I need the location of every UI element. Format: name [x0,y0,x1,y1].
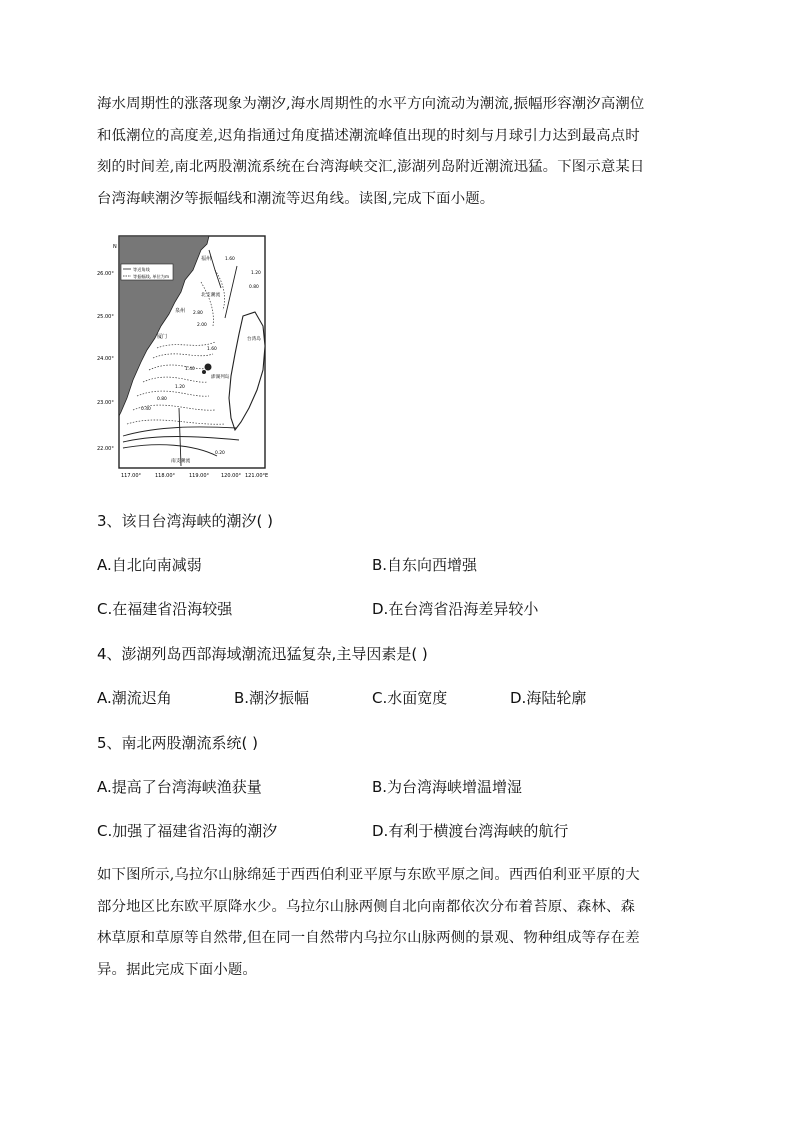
place-label: 福州 [201,256,212,262]
intro-line: 海水周期性的涨落现象为潮汐,海水周期性的水平方向流动为潮流,振幅形容潮汐高潮位 [97,96,645,112]
outro-paragraph [97,860,697,986]
lon-label: 117.00° [121,473,141,479]
penghu-islands-shape [205,364,212,371]
option-a[interactable]: A.潮流迟角 [97,689,172,707]
place-label: 澎湖列岛 [211,375,230,380]
contour-value: 2.80 [193,311,203,316]
contour-value: 1.40 [185,367,195,372]
legend-amplitude: 等振幅线, 单位为m [133,274,170,279]
intro-paragraph [97,89,697,215]
option-b[interactable]: B.潮汐振幅 [234,689,310,707]
place-label: 南支潮流 [171,459,191,464]
outro-line: 部分地区比东欧平原降水少。乌拉尔山脉两侧自北向南都依次分布着苔原、森林、森 [97,898,636,915]
place-label: 北支潮流 [201,293,221,298]
north-label: N [113,244,117,250]
place-label: 厦门 [157,334,168,340]
contour-value: 1.20 [251,271,261,276]
intro-line: 台湾海峡潮汐等振幅线和潮流等迟角线。读图,完成下面小题。 [97,190,495,207]
option-c[interactable]: C.加强了福建省沿海的潮汐 [97,822,278,840]
contour-value: 0.80 [249,285,259,290]
option-a[interactable]: A.提高了台湾海峡渔获量 [97,778,262,796]
outro-line: 林草原和草原等自然带,但在同一自然带内乌拉尔山脉两侧的景观、物种组成等存在差 [97,930,640,946]
lon-label: 121.00°E [245,473,269,479]
option-d[interactable]: D.海陆轮廓 [510,689,587,707]
lon-label: 119.00° [189,473,209,479]
intro-line: 和低潮位的高度差,迟角指通过角度描述潮流峰值出现的时刻与月球引力达到最高点时 [97,127,640,144]
contour-value: 1.20 [175,385,185,390]
lat-label: 24.00° [97,356,114,362]
intro-line: 刻的时间差,南北两股潮流系统在台湾海峡交汇,澎湖列岛附近潮流迅猛。下图示意某日 [97,159,645,175]
question-stem: 5、南北两股潮流系统( ) [97,734,259,752]
outro-line: 异。据此完成下面小题。 [97,961,257,978]
question-stem: 3、该日台湾海峡的潮汐( ) [97,512,274,530]
contour-value: 0.20 [215,451,225,456]
contour-value: 2.00 [197,323,207,328]
option-d[interactable]: D.有利于横渡台湾海峡的航行 [372,822,569,840]
option-b[interactable]: B.自东向西增强 [372,556,478,574]
lat-label: 25.00° [97,314,114,320]
contour-value: 1.60 [207,347,217,352]
outro-line: 如下图所示,乌拉尔山脉绵延于西西伯利亚平原与东欧平原之间。西西伯利亚平原的大 [97,867,640,883]
lon-label: 120.00° [221,473,241,479]
question-stem: 4、澎湖列岛西部海域潮流迅猛复杂,主导因素是( ) [97,645,428,663]
option-d[interactable]: D.在台湾省沿海差异较小 [372,600,539,618]
place-label: 台湾岛 [247,337,261,342]
lat-label: 22.00° [97,446,114,452]
option-a[interactable]: A.自北向南减弱 [97,556,202,574]
taiwan-strait-tide-map [97,230,269,482]
contour-value: 0.40 [141,407,151,412]
place-label: 泉州 [175,308,186,314]
legend-cotidal: 等迟角线 [133,267,150,272]
lon-label: 118.00° [155,473,175,479]
lat-label: 26.00° [97,271,114,277]
contour-value: 1.60 [225,257,235,262]
option-c[interactable]: C.水面宽度 [372,689,448,707]
contour-value: 0.80 [157,397,167,402]
option-c[interactable]: C.在福建省沿海较强 [97,600,233,618]
option-b[interactable]: B.为台湾海峡增温增湿 [372,778,523,796]
lat-label: 23.00° [97,400,114,406]
